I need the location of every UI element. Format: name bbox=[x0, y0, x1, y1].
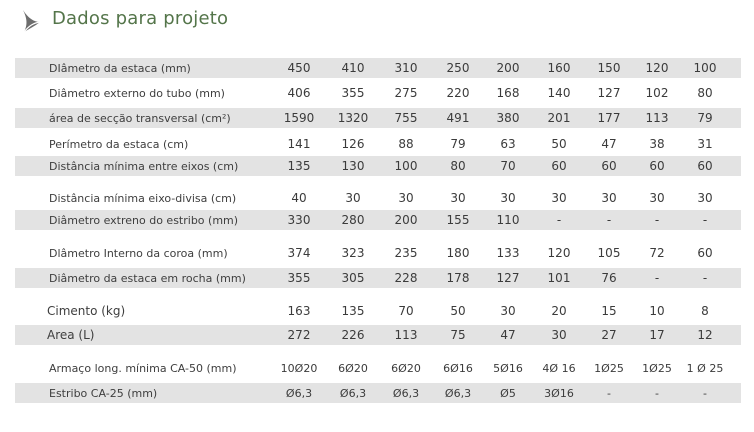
table-cell: 80 bbox=[450, 159, 466, 173]
table-row bbox=[15, 134, 741, 154]
table-cell: 10Ø20 bbox=[280, 361, 318, 375]
table-cell: 160 bbox=[547, 61, 571, 75]
table-cell: 135 bbox=[287, 159, 311, 173]
row-label: DIâmetro da estaca (mm) bbox=[49, 61, 191, 75]
table-cell: Ø6,3 bbox=[285, 386, 313, 400]
table-cell: - bbox=[703, 386, 707, 400]
table-row bbox=[15, 210, 741, 230]
table-cell: - bbox=[556, 213, 562, 227]
table-row bbox=[15, 242, 741, 264]
table-cell: 15 bbox=[601, 304, 617, 318]
table-cell: - bbox=[702, 271, 708, 285]
table-cell: 47 bbox=[601, 137, 617, 151]
table-row bbox=[15, 58, 741, 78]
table-cell: 1Ø25 bbox=[642, 361, 672, 375]
table-cell: 201 bbox=[547, 111, 571, 125]
row-label: Cimento (kg) bbox=[47, 304, 126, 318]
row-label: Dlâmetro Interno da coroa (mm) bbox=[49, 246, 228, 260]
table-cell: 228 bbox=[394, 271, 418, 285]
table-cell: 133 bbox=[496, 246, 520, 260]
table-cell: 100 bbox=[693, 61, 717, 75]
table-cell: 755 bbox=[394, 111, 418, 125]
row-label: Distância mínima entre eixos (cm) bbox=[49, 159, 239, 173]
table-cell: 100 bbox=[394, 159, 418, 173]
table-cell: 72 bbox=[649, 246, 665, 260]
table-cell: Ø6,3 bbox=[444, 386, 472, 400]
table-cell: 6Ø16 bbox=[443, 361, 473, 375]
table-cell: 380 bbox=[496, 111, 520, 125]
table-cell: 235 bbox=[394, 246, 418, 260]
table-row bbox=[15, 325, 741, 345]
table-cell: 30 bbox=[450, 191, 466, 205]
page-title: Dados para projeto bbox=[52, 8, 229, 29]
table-cell: 20 bbox=[551, 304, 567, 318]
table-cell: 113 bbox=[394, 328, 418, 342]
table-cell: 150 bbox=[597, 61, 621, 75]
row-label: Perímetro da estaca (cm) bbox=[49, 137, 189, 151]
table-cell: 50 bbox=[450, 304, 466, 318]
table-cell: 120 bbox=[645, 61, 669, 75]
leaf-arrow-icon bbox=[20, 8, 42, 34]
table-row bbox=[15, 188, 741, 208]
table-cell: 70 bbox=[398, 304, 414, 318]
table-row bbox=[15, 357, 741, 379]
table-cell: 406 bbox=[287, 86, 311, 100]
table-cell: 30 bbox=[500, 191, 516, 205]
table-cell: 491 bbox=[446, 111, 470, 125]
table-cell: 30 bbox=[551, 191, 567, 205]
table-cell: 1Ø25 bbox=[594, 361, 624, 375]
table-cell: 272 bbox=[287, 328, 311, 342]
table-cell: 168 bbox=[496, 86, 520, 100]
row-label: Diâmetro externo do tubo (mm) bbox=[49, 86, 225, 100]
row-label: Diâmetro extreno do estribo (mm) bbox=[49, 213, 239, 227]
table-cell: - bbox=[655, 386, 659, 400]
table-cell: - bbox=[654, 213, 660, 227]
table-row bbox=[15, 300, 741, 322]
table-cell: 8 bbox=[701, 304, 709, 318]
table-row bbox=[15, 383, 741, 403]
table-cell: 113 bbox=[645, 111, 669, 125]
table-cell: 102 bbox=[645, 86, 669, 100]
table-cell: 126 bbox=[341, 137, 365, 151]
table-row bbox=[15, 108, 741, 128]
table-cell: 88 bbox=[398, 137, 414, 151]
table-cell: 12 bbox=[697, 328, 713, 342]
table-cell: 141 bbox=[287, 137, 311, 151]
table-cell: - bbox=[606, 213, 612, 227]
table-cell: 30 bbox=[500, 304, 516, 318]
table-cell: 60 bbox=[697, 246, 713, 260]
table-cell: 60 bbox=[551, 159, 567, 173]
table-cell: 155 bbox=[446, 213, 470, 227]
table-cell: 4Ø 16 bbox=[542, 361, 576, 375]
table-cell: 30 bbox=[649, 191, 665, 205]
table-cell: Ø5 bbox=[500, 386, 516, 400]
table-cell: 5Ø16 bbox=[493, 361, 523, 375]
table-cell: 130 bbox=[341, 159, 365, 173]
row-label: Diâmetro da estaca em rocha (mm) bbox=[49, 271, 246, 285]
table-row bbox=[15, 83, 741, 103]
row-label: área de secção transversal (cm²) bbox=[49, 111, 231, 125]
table-cell: 80 bbox=[697, 86, 713, 100]
table-cell: - bbox=[607, 386, 611, 400]
table-cell: 330 bbox=[287, 213, 311, 227]
row-label: Estribo CA-25 (mm) bbox=[49, 386, 158, 400]
table-cell: 75 bbox=[450, 328, 466, 342]
table-cell: 27 bbox=[601, 328, 617, 342]
table-cell: 177 bbox=[597, 111, 621, 125]
table-cell: 127 bbox=[496, 271, 520, 285]
table-cell: 180 bbox=[446, 246, 470, 260]
table-cell: 63 bbox=[500, 137, 516, 151]
table-row bbox=[15, 156, 741, 176]
table-cell: 305 bbox=[341, 271, 365, 285]
table-cell: 31 bbox=[697, 137, 713, 151]
table-cell: 250 bbox=[446, 61, 470, 75]
table-cell: 110 bbox=[496, 213, 520, 227]
table-cell: 6Ø20 bbox=[391, 361, 421, 375]
table-cell: 70 bbox=[500, 159, 516, 173]
table-cell: 450 bbox=[287, 61, 311, 75]
table-cell: 60 bbox=[649, 159, 665, 173]
table-cell: - bbox=[654, 271, 660, 285]
table-cell: 140 bbox=[547, 86, 571, 100]
table-cell: 374 bbox=[287, 246, 311, 260]
table-cell: 60 bbox=[601, 159, 617, 173]
table-cell: 163 bbox=[287, 304, 311, 318]
table-cell: 47 bbox=[500, 328, 516, 342]
table-cell: 50 bbox=[551, 137, 567, 151]
table-cell: 79 bbox=[450, 137, 466, 151]
row-label: Armaço long. mínima CA-50 (mm) bbox=[49, 361, 237, 375]
table-cell: 220 bbox=[446, 86, 470, 100]
table-cell: 310 bbox=[394, 61, 418, 75]
project-data-table bbox=[15, 58, 741, 403]
table-cell: 226 bbox=[341, 328, 365, 342]
table-cell: 40 bbox=[291, 191, 307, 205]
row-label: Area (L) bbox=[47, 328, 95, 342]
table-cell: 76 bbox=[601, 271, 617, 285]
table-cell: 10 bbox=[649, 304, 665, 318]
table-cell: 178 bbox=[446, 271, 470, 285]
table-cell: 30 bbox=[551, 328, 567, 342]
table-cell: 38 bbox=[649, 137, 665, 151]
table-cell: Ø6,3 bbox=[392, 386, 420, 400]
table-cell: 30 bbox=[601, 191, 617, 205]
table-cell: 1590 bbox=[283, 111, 315, 125]
table-cell: 3Ø16 bbox=[544, 386, 574, 400]
table-cell: 105 bbox=[597, 246, 621, 260]
table-cell: 275 bbox=[394, 86, 418, 100]
table-row bbox=[15, 268, 741, 288]
table-cell: 355 bbox=[341, 86, 365, 100]
table-cell: 120 bbox=[547, 246, 571, 260]
table-cell: 135 bbox=[341, 304, 365, 318]
table-cell: 1 Ø 25 bbox=[686, 361, 724, 375]
table-cell: - bbox=[702, 213, 708, 227]
table-cell: 280 bbox=[341, 213, 365, 227]
table-cell: 17 bbox=[649, 328, 665, 342]
table-cell: 200 bbox=[394, 213, 418, 227]
table-cell: 101 bbox=[547, 271, 571, 285]
table-cell: 30 bbox=[697, 191, 713, 205]
table-cell: 30 bbox=[345, 191, 361, 205]
table-cell: 410 bbox=[341, 61, 365, 75]
table-cell: 30 bbox=[398, 191, 414, 205]
table-cell: 1320 bbox=[337, 111, 369, 125]
table-cell: Ø6,3 bbox=[339, 386, 367, 400]
table-cell: 127 bbox=[597, 86, 621, 100]
table-cell: 6Ø20 bbox=[338, 361, 368, 375]
table-cell: 200 bbox=[496, 61, 520, 75]
row-label: Distância mínima eixo-divisa (cm) bbox=[49, 191, 237, 205]
table-cell: 323 bbox=[341, 246, 365, 260]
table-cell: 355 bbox=[287, 271, 311, 285]
table-cell: 60 bbox=[697, 159, 713, 173]
table-cell: 79 bbox=[697, 111, 713, 125]
